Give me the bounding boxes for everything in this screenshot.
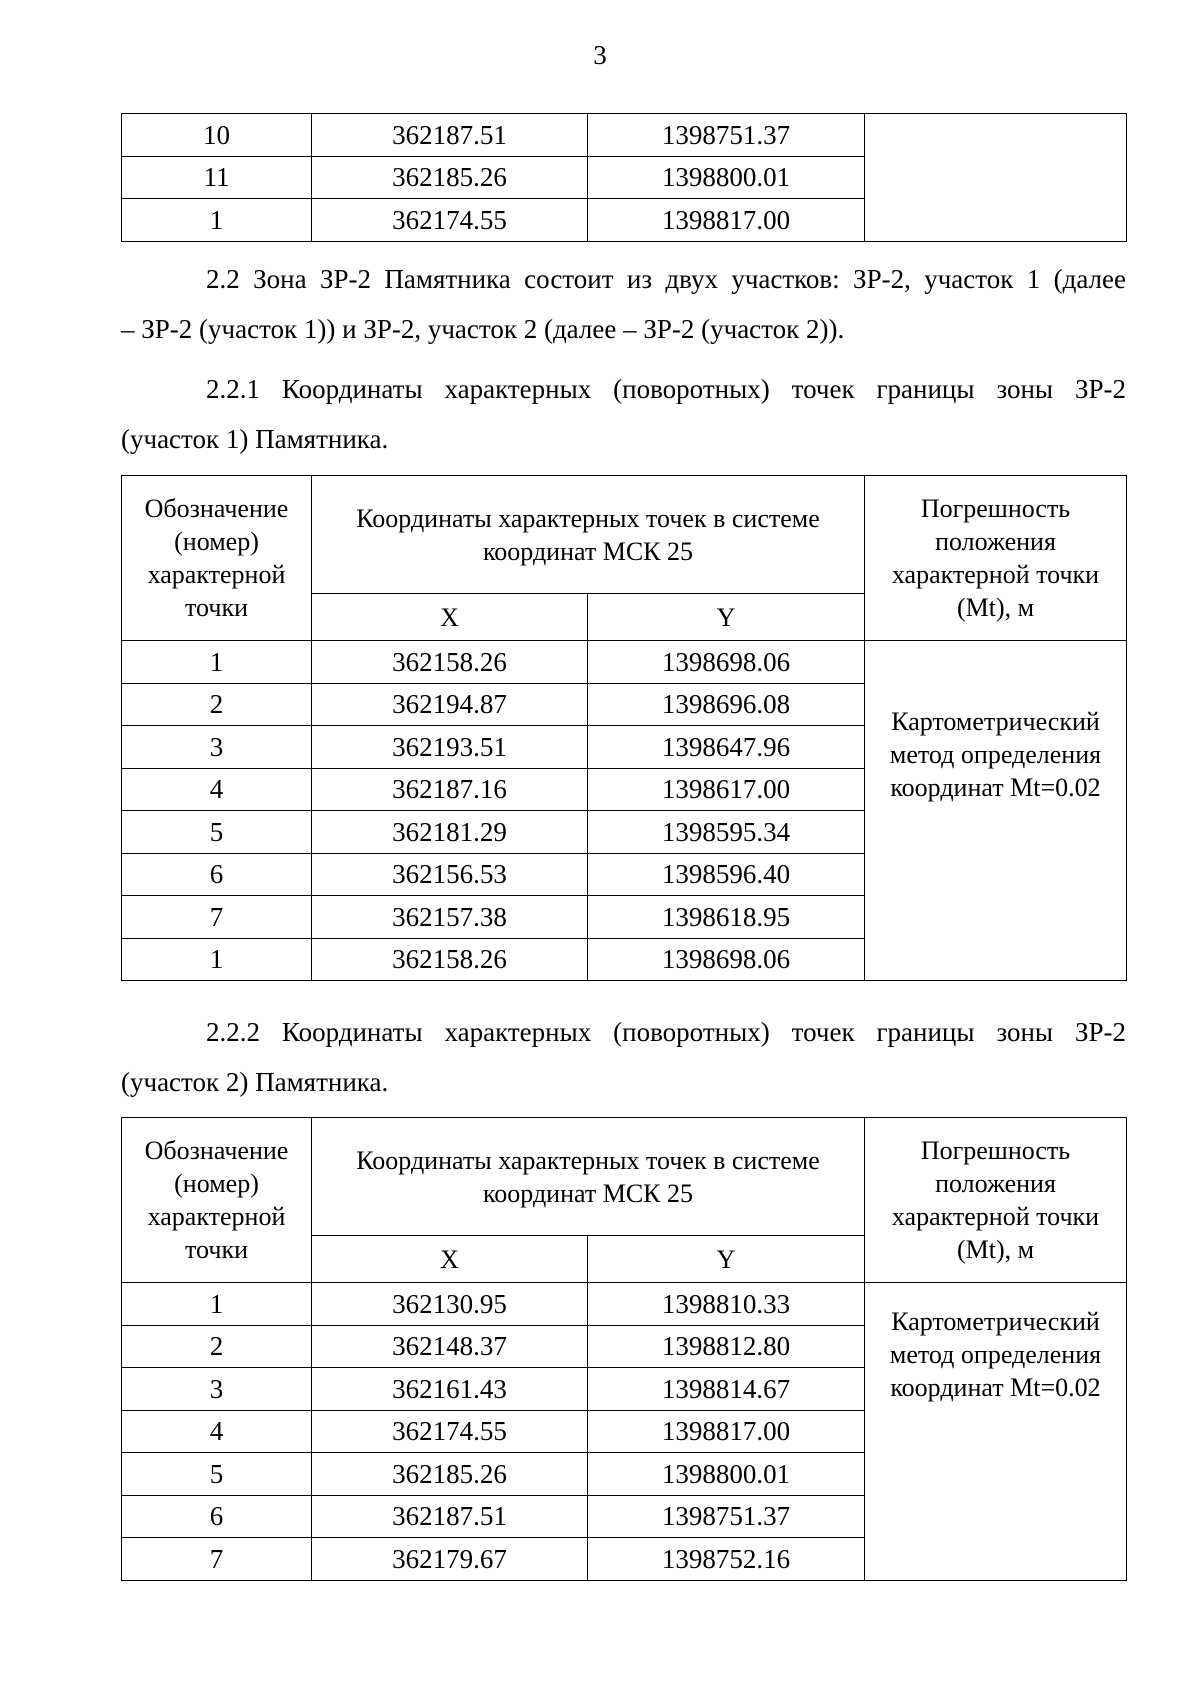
paragraph-section-2-2-1	[121, 364, 1126, 464]
empty-accuracy-cell	[865, 114, 1127, 242]
y-coordinate-cell: 1398696.08	[588, 683, 865, 726]
x-header: X	[312, 594, 588, 641]
paragraph-line: (участок 1) Памятника.	[121, 424, 389, 454]
x-coordinate-cell: 362179.67	[312, 1538, 588, 1581]
y-coordinate-cell: 1398617.00	[588, 768, 865, 811]
point-number-cell: 1	[122, 641, 312, 684]
paragraph-zone-2-2	[121, 254, 1126, 354]
coordinates-table-continuation	[121, 113, 1127, 242]
x-coordinate-cell: 362158.26	[312, 641, 588, 684]
paragraph-section-2-2-2	[121, 1007, 1126, 1107]
x-coordinate-cell: 362185.26	[312, 1453, 588, 1496]
y-coordinate-cell: 1398752.16	[588, 1538, 865, 1581]
point-number-cell: 6	[122, 853, 312, 896]
method-note: Картометрический метод определения координат Mt=0.02	[889, 707, 1102, 802]
x-coordinate-cell: 362157.38	[312, 896, 588, 939]
point-number-cell: 7	[122, 1538, 312, 1581]
x-coordinate-cell: 362187.51	[312, 1495, 588, 1538]
coordinates-table-plot-1	[121, 475, 1127, 981]
y-header: Y	[588, 1236, 865, 1283]
point-number-cell: 1	[122, 1283, 312, 1326]
x-coordinate-cell: 362161.43	[312, 1368, 588, 1411]
y-coordinate-cell: 1398817.00	[588, 1410, 865, 1453]
method-note-cell	[865, 641, 1127, 981]
y-header: Y	[588, 594, 865, 641]
point-header: Обозначение (номер) характерной точки	[122, 1118, 312, 1283]
point-number-cell: 1	[122, 938, 312, 981]
coordinates-header: Координаты характерных точек в системе координат МСК 25	[312, 1118, 865, 1236]
paragraph-line: – ЗР-2 (участок 1)) и ЗР-2, участок 2 (далее – ЗР-2 (участок 2)).	[121, 314, 845, 344]
paragraph-line: (участок 2) Памятника.	[121, 1067, 389, 1097]
y-coordinate-cell: 1398647.96	[588, 726, 865, 769]
x-coordinate-cell: 362187.16	[312, 768, 588, 811]
y-coordinate-cell: 1398751.37	[588, 1495, 865, 1538]
point-number-cell: 10	[122, 114, 312, 157]
accuracy-header: Погрешность положения характерной точки (Mt), м	[865, 1118, 1127, 1283]
y-coordinate-cell: 1398800.01	[588, 156, 865, 199]
method-note: Картометрический метод определения координат Mt=0.02	[889, 1307, 1102, 1402]
y-coordinate-cell: 1398812.80	[588, 1325, 865, 1368]
point-number-cell: 4	[122, 1410, 312, 1453]
y-coordinate-cell: 1398618.95	[588, 896, 865, 939]
point-header: Обозначение (номер) характерной точки	[122, 476, 312, 641]
point-number-cell: 4	[122, 768, 312, 811]
point-number-cell: 11	[122, 156, 312, 199]
paragraph-line: 2.2 Зона ЗР-2 Памятника состоит из двух участков: ЗР-2, участок 1 (далее	[206, 264, 1126, 294]
paragraph-line: 2.2.2 Координаты характерных (поворотных) точек границы зоны ЗР-2	[206, 1017, 1126, 1047]
y-coordinate-cell: 1398814.67	[588, 1368, 865, 1411]
point-number-cell: 5	[122, 1453, 312, 1496]
y-coordinate-cell: 1398595.34	[588, 811, 865, 854]
table-row	[122, 114, 1127, 157]
x-coordinate-cell: 362158.26	[312, 938, 588, 981]
point-number-cell: 3	[122, 726, 312, 769]
method-note-cell	[865, 1283, 1127, 1581]
x-coordinate-cell: 362174.55	[312, 1410, 588, 1453]
x-coordinate-cell: 362156.53	[312, 853, 588, 896]
y-coordinate-cell: 1398810.33	[588, 1283, 865, 1326]
y-coordinate-cell: 1398751.37	[588, 114, 865, 157]
page-number: 3	[593, 40, 607, 70]
y-coordinate-cell: 1398698.06	[588, 641, 865, 684]
y-coordinate-cell: 1398596.40	[588, 853, 865, 896]
x-header: X	[312, 1236, 588, 1283]
table-row	[122, 1283, 1127, 1326]
x-coordinate-cell: 362181.29	[312, 811, 588, 854]
x-coordinate-cell: 362193.51	[312, 726, 588, 769]
paragraph-line: 2.2.1 Координаты характерных (поворотных) точек границы зоны ЗР-2	[206, 374, 1126, 404]
x-coordinate-cell: 362148.37	[312, 1325, 588, 1368]
x-coordinate-cell: 362194.87	[312, 683, 588, 726]
point-number-cell: 2	[122, 683, 312, 726]
x-coordinate-cell: 362187.51	[312, 114, 588, 157]
y-coordinate-cell: 1398817.00	[588, 199, 865, 242]
point-number-cell: 7	[122, 896, 312, 939]
y-coordinate-cell: 1398698.06	[588, 938, 865, 981]
x-coordinate-cell: 362185.26	[312, 156, 588, 199]
coordinates-table-plot-2	[121, 1117, 1127, 1581]
point-number-cell: 5	[122, 811, 312, 854]
coordinates-header: Координаты характерных точек в системе координат МСК 25	[312, 476, 865, 594]
accuracy-header: Погрешность положения характерной точки (Mt), м	[865, 476, 1127, 641]
x-coordinate-cell: 362174.55	[312, 199, 588, 242]
point-number-cell: 2	[122, 1325, 312, 1368]
point-number-cell: 3	[122, 1368, 312, 1411]
x-coordinate-cell: 362130.95	[312, 1283, 588, 1326]
point-number-cell: 6	[122, 1495, 312, 1538]
table-row	[122, 641, 1127, 684]
y-coordinate-cell: 1398800.01	[588, 1453, 865, 1496]
point-number-cell: 1	[122, 199, 312, 242]
